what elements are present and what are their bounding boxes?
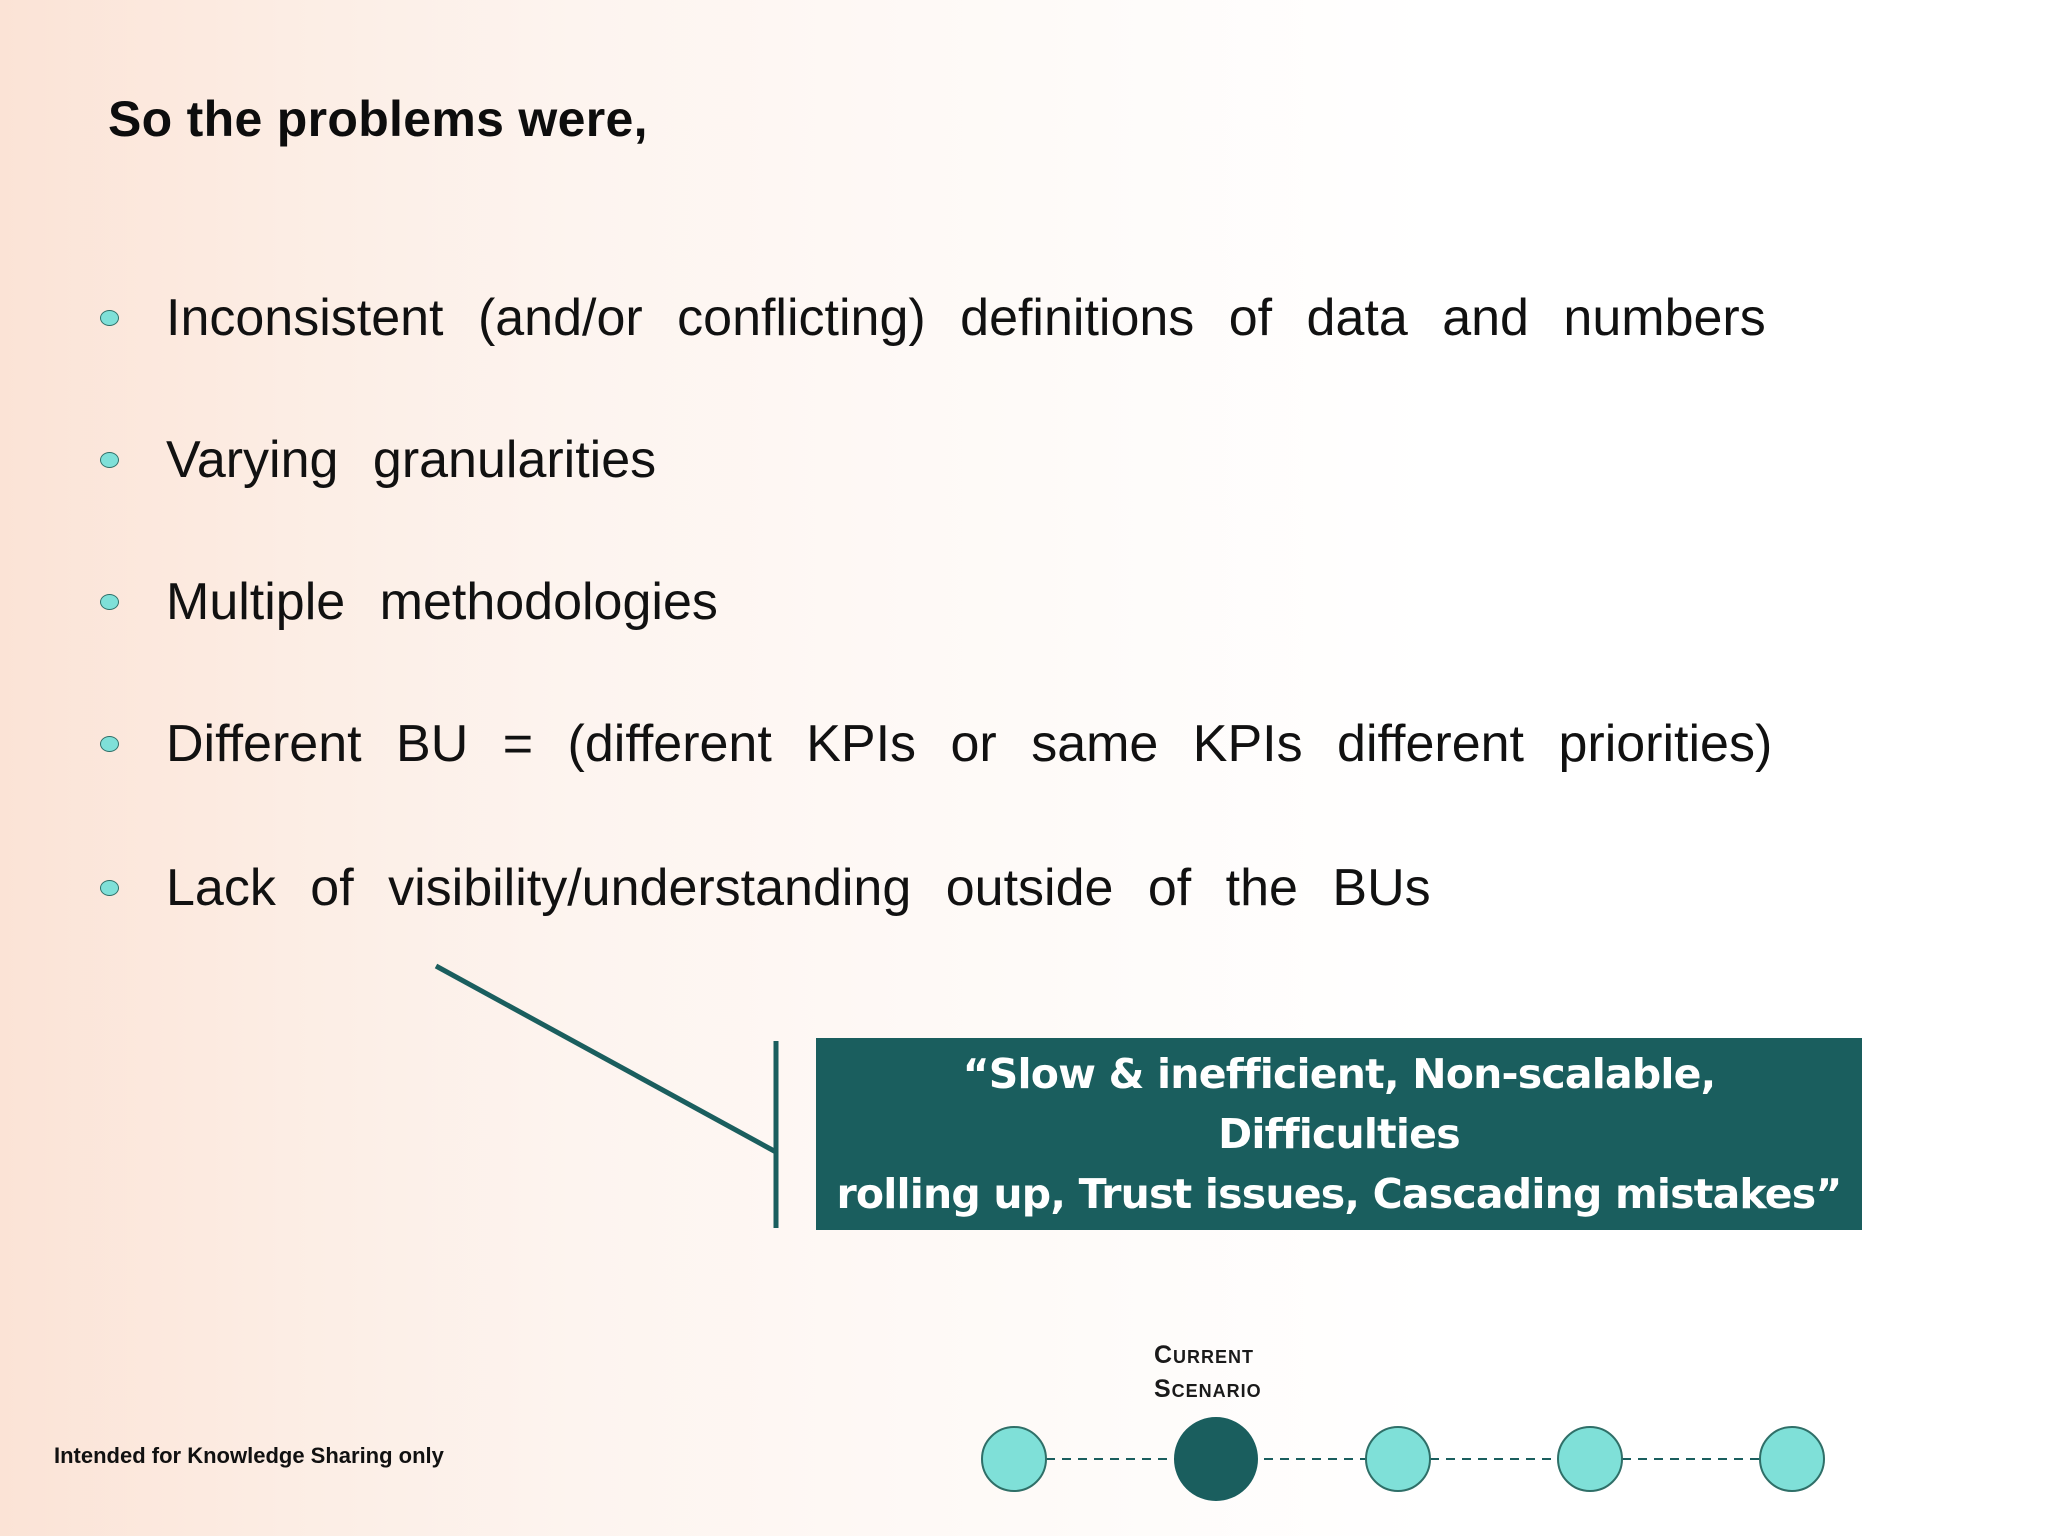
- bullet-text: Varying granularities: [166, 431, 657, 489]
- current-scenario-label: Current Scenario: [1154, 1341, 1262, 1403]
- bullet-text: Multiple methodologies: [166, 573, 718, 631]
- slide-title: So the problems were,: [108, 91, 648, 147]
- quote-line: rolling up, Trust issues, Cascading mistakes”: [836, 1170, 1842, 1218]
- bullet-text: Different BU = (different KPIs or same KPIs different priorities): [166, 715, 1773, 773]
- quote-line: “Slow & inefficient, Non-scalable, Difficulties: [962, 1050, 1716, 1158]
- timeline-step: [1558, 1427, 1622, 1491]
- timeline-step-current: [1175, 1418, 1257, 1500]
- bullet-text: Lack of visibility/understanding outside of the BUs: [166, 859, 1431, 917]
- timeline-step: [1366, 1427, 1430, 1491]
- timeline-step: [1760, 1427, 1824, 1491]
- footer-note: Intended for Knowledge Sharing only: [54, 1443, 444, 1468]
- timeline-step: [982, 1427, 1046, 1491]
- bullet-text: Inconsistent (and/or conflicting) definitions of data and numbers: [166, 289, 1766, 347]
